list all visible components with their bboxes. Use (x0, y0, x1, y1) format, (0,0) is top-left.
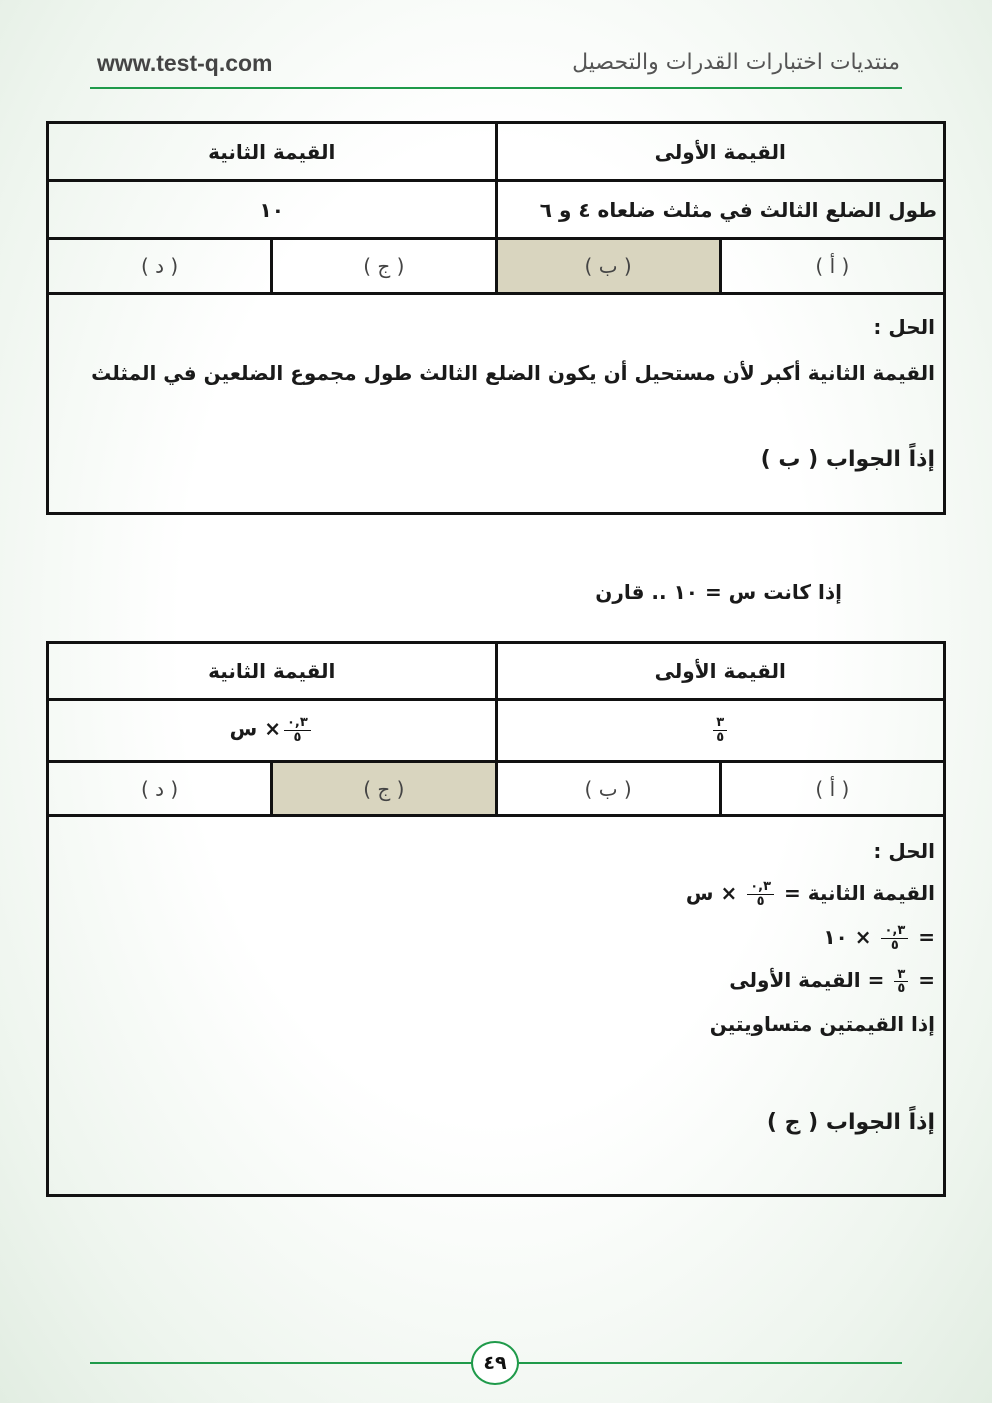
solution-step-3: = $\frac{٣}{٥}$ = القيمة الأولى (729, 966, 935, 997)
solution-label: الحل : (873, 839, 935, 863)
second-value: ١٠ (48, 181, 497, 239)
answer-text: إذاً الجواب ( ج ) (766, 1109, 935, 1135)
second-value-header: القيمة الثانية (48, 643, 497, 700)
second-value: $\frac{٠,٣}{٥}$ × س (48, 700, 497, 762)
footer-divider-left (90, 1362, 472, 1364)
first-value-header: القيمة الأولى (496, 643, 945, 700)
solution-box (48, 816, 945, 1196)
solution-text: القيمة الثانية أكبر لأن مستحيل أن يكون الضلع الثالث طول مجموع الضلعين في المثلث (91, 361, 935, 385)
solution-step-2: = $\frac{٠,٣}{٥}$ × ١٠ (823, 923, 935, 953)
option-d[interactable]: ( د ) (48, 762, 272, 816)
option-c[interactable]: ( ج ) (272, 239, 496, 294)
footer-divider-right (519, 1362, 902, 1364)
header-title: منتديات اختبارات القدرات والتحصيل (572, 50, 900, 75)
first-value: طول الضلع الثالث في مثلث ضلعاه ٤ و ٦ (496, 181, 945, 239)
option-d[interactable]: ( د ) (48, 239, 272, 294)
option-b[interactable]: ( ب ) (496, 239, 720, 294)
question-2-intro: إذا كانت س = ١٠ .. قارن (595, 580, 842, 604)
page-number: ٤٩ (471, 1341, 519, 1385)
first-value-header: القيمة الأولى (496, 123, 945, 181)
site-url: www.test-q.com (97, 50, 273, 76)
first-value (496, 700, 945, 762)
solution-label: الحل : (873, 315, 935, 339)
header-divider (90, 87, 902, 89)
option-a[interactable]: ( أ ) (720, 239, 944, 294)
second-value-header: القيمة الثانية (48, 123, 497, 181)
question-1-table (46, 121, 946, 515)
solution-step-1: القيمة الثانية = $\frac{٠,٣}{٥}$ × س (685, 879, 935, 909)
question-2-table (46, 641, 946, 1197)
option-c[interactable]: ( ج ) (272, 762, 496, 816)
solution-conclusion: إذا القيمتين متساويتين (709, 1011, 935, 1036)
answer-text: إذاً الجواب ( ب ) (760, 447, 935, 472)
solution-box (48, 294, 945, 514)
option-b[interactable]: ( ب ) (496, 762, 720, 816)
option-a[interactable]: ( أ ) (720, 762, 944, 816)
fraction: $\frac{٣}{٥}$ (713, 716, 727, 744)
fraction: $\frac{٠,٣}{٥}$ (284, 716, 311, 744)
